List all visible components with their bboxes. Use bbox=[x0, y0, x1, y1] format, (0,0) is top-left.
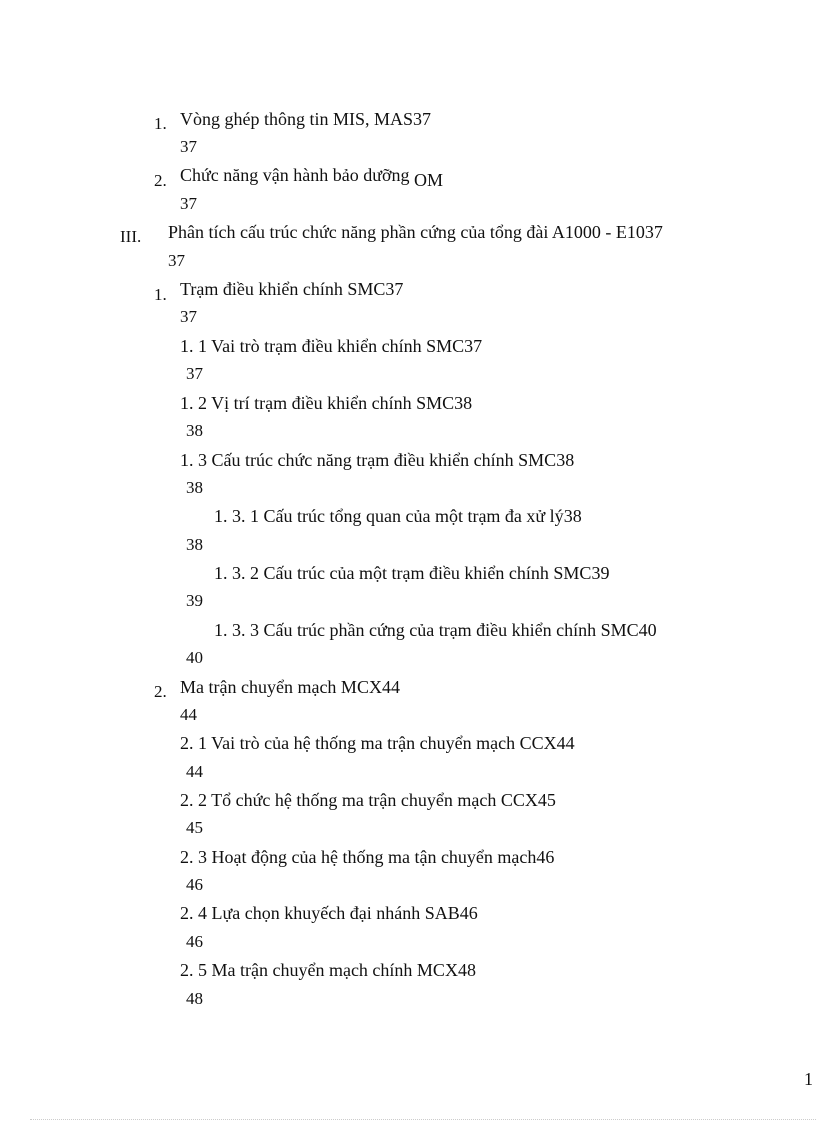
toc-entry-title: 1. 3. 1 Cấu trúc tổng quan của một trạm đa xử lý38 bbox=[214, 506, 582, 526]
toc-entry-title: 1. 3 Cấu trúc chức năng trạm điều khiển chính SMC38 bbox=[180, 450, 575, 470]
toc-marker: 2. bbox=[154, 682, 167, 701]
toc-entry-page: 45 bbox=[186, 818, 203, 837]
toc-entry-title: 2. 3 Hoạt động của hệ thống ma tận chuyển mạch46 bbox=[180, 847, 555, 867]
toc-entry-page: 46 bbox=[186, 875, 203, 894]
toc-entry-page: 37 bbox=[186, 364, 203, 383]
toc-entry-page: 39 bbox=[186, 591, 203, 610]
toc-marker: 2. bbox=[154, 171, 167, 190]
toc-entry-page: 37 bbox=[180, 194, 197, 213]
toc-entry-page: 44 bbox=[186, 762, 203, 781]
toc-entry-page: 37 bbox=[180, 307, 197, 326]
toc-entry-title: 1. 3. 2 Cấu trúc của một trạm điều khiển chính SMC39 bbox=[214, 563, 610, 583]
toc-entry-page: 40 bbox=[186, 648, 203, 667]
toc-entry-page: 44 bbox=[180, 705, 197, 724]
toc-entry-title: 2. 4 Lựa chọn khuyếch đại nhánh SAB46 bbox=[180, 903, 478, 923]
toc-marker: 1. bbox=[154, 285, 167, 304]
toc-entry-page: 38 bbox=[186, 421, 203, 440]
toc-entry-title: Trạm điều khiển chính SMC37 bbox=[180, 279, 404, 299]
toc-entry-title: 1. 3. 3 Cấu trúc phần cứng của trạm điều khiển chính SMC40 bbox=[214, 620, 657, 640]
footer-divider bbox=[30, 1119, 816, 1120]
toc-entry-page: 38 bbox=[186, 478, 203, 497]
toc-entry-page: 46 bbox=[186, 932, 203, 951]
toc-entry-title: Chức năng vận hành bảo dưỡng OM bbox=[180, 165, 443, 190]
toc-entry-title: 2. 2 Tổ chức hệ thống ma trận chuyển mạch CCX45 bbox=[180, 790, 556, 810]
toc-entry-title: Vòng ghép thông tin MIS, MAS37 bbox=[180, 109, 432, 129]
toc-marker: III. bbox=[120, 227, 142, 246]
toc-entry-title: 2. 1 Vai trò của hệ thống ma trận chuyển mạch CCX44 bbox=[180, 733, 575, 753]
toc-entry-page: 37 bbox=[180, 137, 197, 156]
toc-entry-page: 37 bbox=[168, 251, 185, 270]
page-number: 1 bbox=[804, 1069, 813, 1089]
toc-entry-title: 2. 5 Ma trận chuyển mạch chính MCX48 bbox=[180, 960, 476, 980]
toc-entry-title: Phân tích cấu trúc chức năng phần cứng của tổng đài A1000 - E1037 bbox=[168, 222, 663, 242]
toc-entry-title: 1. 2 Vị trí trạm điều khiển chính SMC38 bbox=[180, 393, 473, 413]
toc-marker: 1. bbox=[154, 114, 167, 133]
toc-entry-title: Ma trận chuyển mạch MCX44 bbox=[180, 677, 400, 697]
toc-entry-title: 1. 1 Vai trò trạm điều khiển chính SMC37 bbox=[180, 336, 483, 356]
toc-entry-page: 38 bbox=[186, 535, 203, 554]
toc-entry-page: 48 bbox=[186, 989, 203, 1008]
